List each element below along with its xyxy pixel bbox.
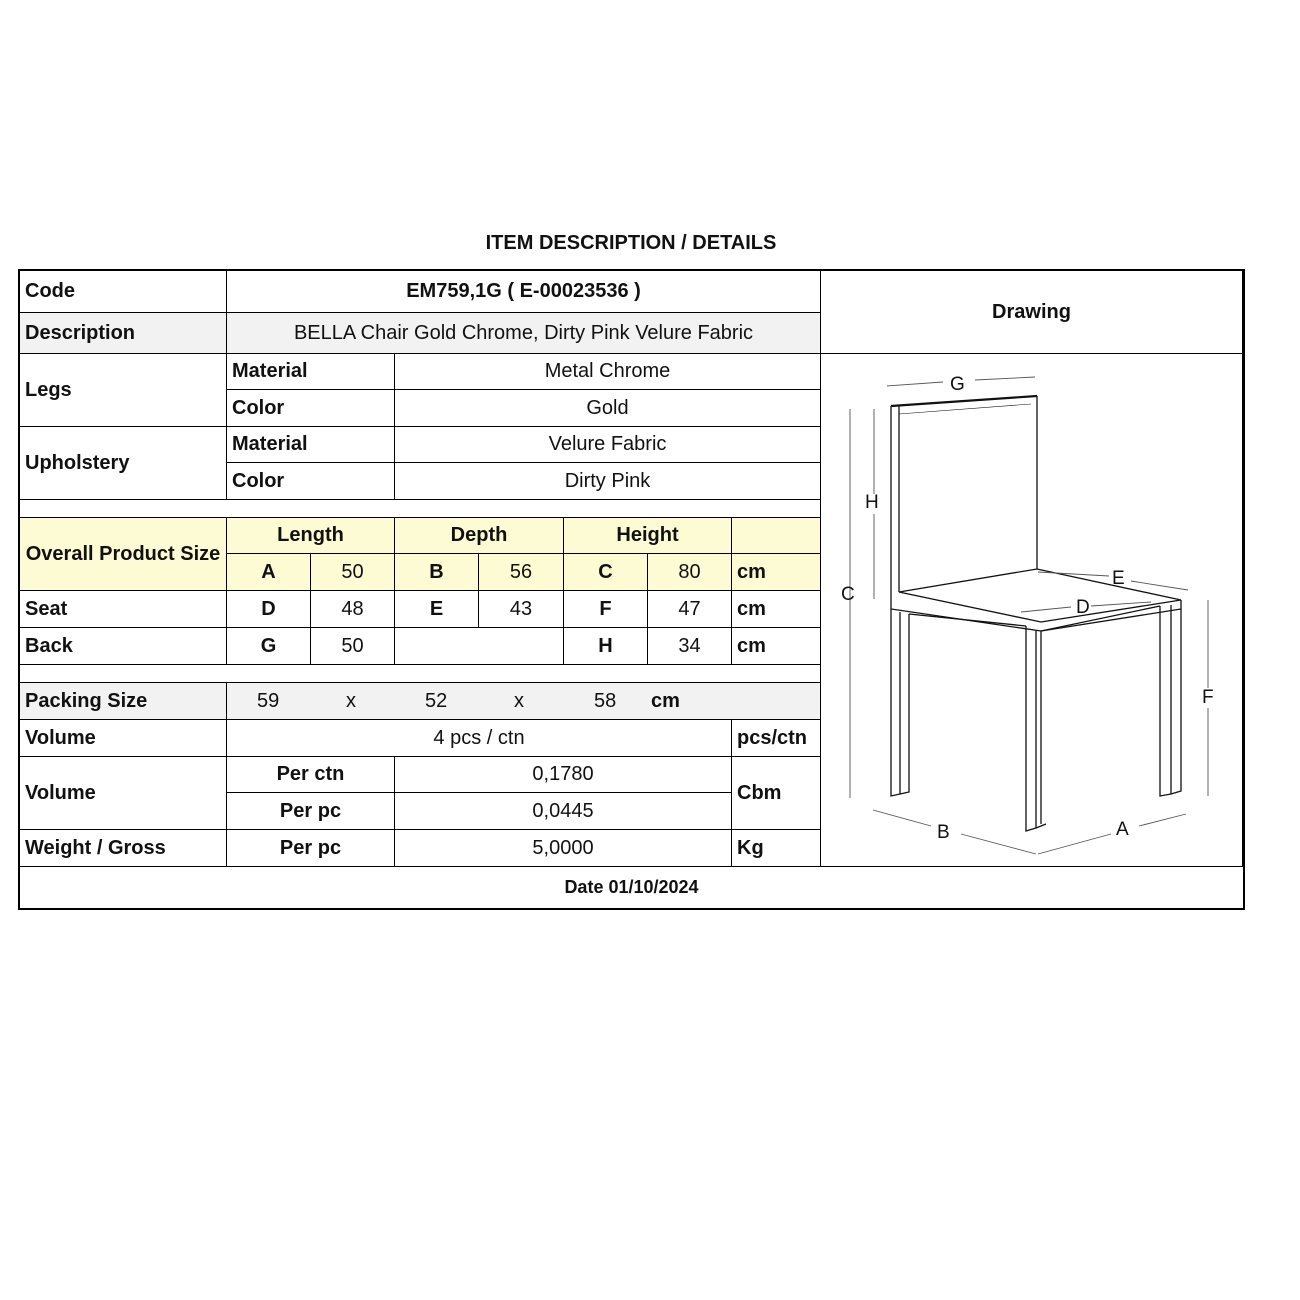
length-header: Length — [227, 518, 395, 554]
chair-drawing — [821, 354, 1243, 867]
per-pc-value: 0,0445 — [395, 793, 732, 830]
upholstery-material-value: Velure Fabric — [395, 427, 821, 463]
legs-color-value: Gold — [395, 390, 821, 427]
date-label: Date 01/10/2024 — [564, 877, 699, 897]
upholstery-label: Upholstery — [20, 427, 227, 500]
weight-per-pc-label: Per pc — [227, 830, 395, 867]
weight-unit: Kg — [732, 830, 821, 867]
dim-h-letter: H — [564, 628, 648, 665]
dim-label-b: B — [937, 822, 950, 843]
dim-a-letter: A — [227, 554, 311, 591]
legs-label: Legs — [20, 354, 227, 427]
drawing-label: Drawing — [821, 271, 1243, 354]
chair-outline — [891, 396, 1181, 831]
weight-label: Weight / Gross — [20, 830, 227, 867]
per-ctn-value: 0,1780 — [395, 757, 732, 793]
dim-label-g: G — [950, 374, 965, 395]
packing-height: 58 — [594, 689, 617, 712]
legs-material-value: Metal Chrome — [395, 354, 821, 390]
legs-color-label: Color — [227, 390, 395, 427]
dim-c-letter: C — [564, 554, 648, 591]
dim-label-c: C — [841, 584, 855, 605]
dim-d-letter: D — [227, 591, 311, 628]
volume-pcs-unit: pcs/ctn — [732, 720, 821, 757]
seat-unit: cm — [732, 591, 821, 628]
packing-x2: x — [514, 689, 524, 712]
dim-c-value: 80 — [648, 554, 732, 591]
upholstery-material-label: Material — [227, 427, 395, 463]
overall-size-label: Overall Product Size — [20, 518, 227, 591]
back-unit: cm — [732, 628, 821, 665]
description-value: BELLA Chair Gold Chrome, Dirty Pink Velure Fabric — [227, 313, 821, 354]
dim-d-value: 48 — [311, 591, 395, 628]
dim-e-letter: E — [395, 591, 479, 628]
dim-e-value: 43 — [479, 591, 564, 628]
height-header: Height — [564, 518, 732, 554]
dimension-lines — [850, 377, 1208, 854]
dim-g-letter: G — [227, 628, 311, 665]
volume-cbm-label: Volume — [20, 757, 227, 830]
legs-material-label: Material — [227, 354, 395, 390]
packing-x1: x — [346, 689, 356, 712]
packing-unit: cm — [651, 689, 680, 712]
depth-header: Depth — [395, 518, 564, 554]
packing-label: Packing Size — [20, 683, 227, 720]
weight-value: 5,0000 — [395, 830, 732, 867]
dim-b-letter: B — [395, 554, 479, 591]
page-title: ITEM DESCRIPTION / DETAILS — [485, 232, 777, 254]
dim-label-f: F — [1202, 687, 1214, 708]
dim-f-letter: F — [564, 591, 648, 628]
dim-label-a: A — [1116, 819, 1129, 840]
dim-f-value: 47 — [648, 591, 732, 628]
description-label: Description — [20, 313, 227, 354]
packing-length: 59 — [257, 689, 280, 712]
code-label: Code — [20, 271, 227, 313]
code-value: EM759,1G ( E-00023536 ) — [227, 271, 821, 313]
dim-a-value: 50 — [311, 554, 395, 591]
dim-label-h: H — [865, 492, 879, 513]
packing-width: 52 — [425, 689, 448, 712]
per-pc-label: Per pc — [227, 793, 395, 830]
back-label: Back — [20, 628, 227, 665]
seat-label: Seat — [20, 591, 227, 628]
per-ctn-label: Per ctn — [227, 757, 395, 793]
overall-unit: cm — [732, 554, 821, 591]
volume-pcs-label: Volume — [20, 720, 227, 757]
upholstery-color-label: Color — [227, 463, 395, 500]
dim-b-value: 56 — [479, 554, 564, 591]
dim-label-e: E — [1112, 568, 1125, 589]
upholstery-color-value: Dirty Pink — [395, 463, 821, 500]
volume-pcs-value: 4 pcs / ctn — [227, 720, 732, 757]
dim-label-d: D — [1076, 597, 1090, 618]
dim-h-value: 34 — [648, 628, 732, 665]
dim-g-value: 50 — [311, 628, 395, 665]
volume-cbm-unit: Cbm — [732, 757, 821, 830]
